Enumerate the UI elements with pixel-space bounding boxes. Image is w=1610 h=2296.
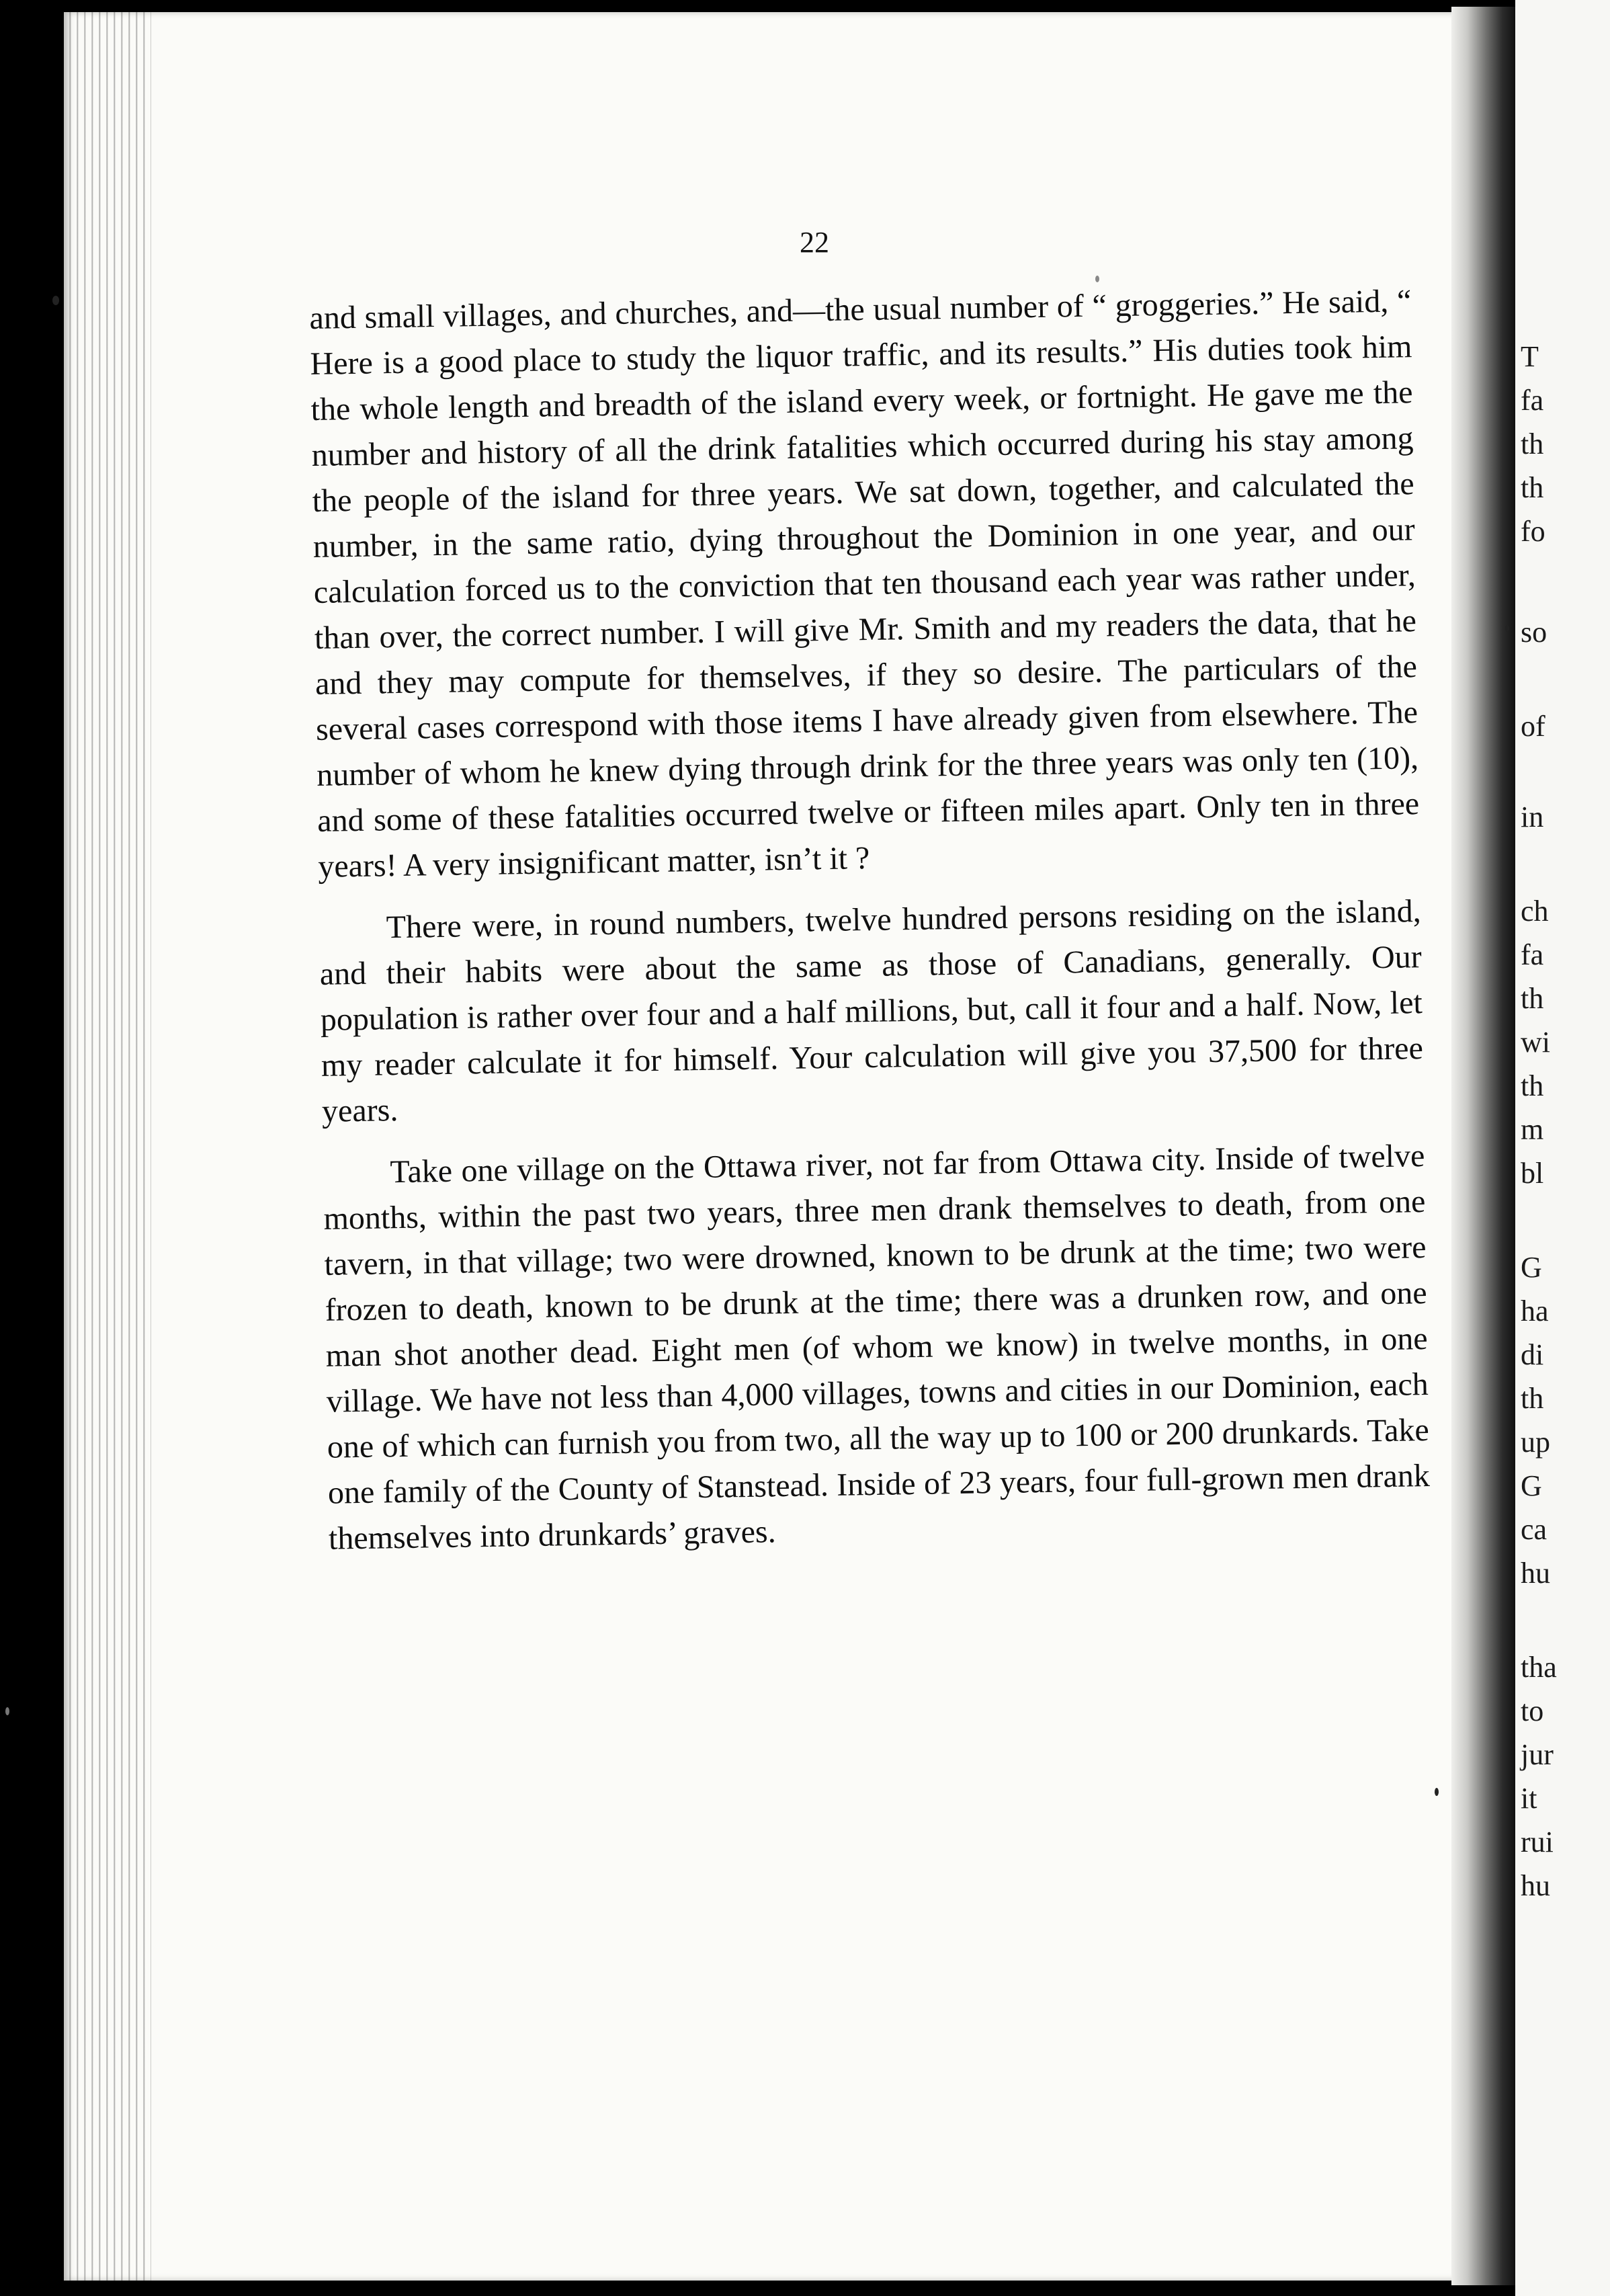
facing-page-line: in xyxy=(1521,801,1544,833)
facing-page-line: so xyxy=(1521,616,1548,649)
facing-page-line: hu xyxy=(1521,1557,1550,1590)
page-body-text xyxy=(309,278,1431,1562)
paragraph-1: and small villages, and churches, and—the usual number of “ groggeries.” He said, “ Here is a good place to study the liquor traffic, and its results.” His duties took him the whole length and breadth of the island every week, or fortnight. He gave me the number and history of all the drink fatalities which occurred during his stay among the people of the island for three years. We sat down, together, and calculated the number, in the same ratio, dying throughout the Dominion in one year, and our calculation forced us to the conviction that ten thousand each year was rather under, than over, the correct number. I will give Mr. Smith and my readers the data, that he and they may compute for themselves, if they so desire. The particulars of the several cases correspond with those items I have already given from elsewhere. The number of whom he knew dying through drink for the three years was only ten (10), and some of these fatalities occurred twelve or fifteen miles apart. Only ten in three years! A very insignificant matter, isn’t it ? xyxy=(309,283,1420,885)
facing-page-line: G xyxy=(1521,1469,1542,1502)
facing-page-line: th xyxy=(1521,982,1544,1015)
facing-page-line: fo xyxy=(1521,515,1545,548)
facing-page-line: of xyxy=(1521,710,1545,743)
facing-page-line: jur xyxy=(1521,1738,1554,1771)
paragraph-2: There were, in round numbers, twelve hundred persons residing on the island, and their habits were about the same as those of Canadians, generally. Our population is rather over four and a half millions, but, call it four and a half. Now, let my reader calculate it for himself. Your calculation will give you 37,500 for three years. xyxy=(319,893,1424,1129)
facing-page-line: fa xyxy=(1521,384,1544,417)
ink-speck xyxy=(52,296,59,305)
page-edge-lines xyxy=(64,12,151,2281)
facing-page-line: wi xyxy=(1521,1026,1550,1059)
facing-page-line: di xyxy=(1521,1338,1544,1371)
book-gutter-shadow xyxy=(1451,7,1515,2285)
facing-page-line: up xyxy=(1521,1426,1550,1459)
page-number: 22 xyxy=(800,226,829,259)
facing-page-line: fa xyxy=(1521,938,1544,971)
facing-page-line: th xyxy=(1521,471,1544,504)
facing-page-line: ca xyxy=(1521,1513,1548,1546)
facing-page-line: T xyxy=(1521,340,1539,373)
paragraph-3: Take one village on the Ottawa river, not far from Ottawa city. Inside of twelve months, within the past two years, three men drank themselves to death, from one tavern, in that village; two were drowned, known to be drunk at the time; two were frozen to death, known to be drunk at the time; there was a drunken row, and one man shot another dead. Eight men (of whom we know) in twelve months, in one village. We have not less than 4,000 villages, towns and cities in our Dominion, each one of which can furnish you from two, all the way up to 100 or 200 drunkards. Take one family of the County of Stanstead. Inside of 23 years, four full-grown men drank themselves into drunkards’ graves. xyxy=(323,1138,1431,1557)
facing-page-line: to xyxy=(1521,1694,1544,1727)
facing-page-line: bl xyxy=(1521,1157,1544,1190)
ink-speck xyxy=(1095,276,1099,282)
ink-speck xyxy=(1505,625,1509,632)
facing-page-line: th xyxy=(1521,427,1544,460)
facing-page-line: G xyxy=(1521,1251,1542,1284)
book-page-right-fragment xyxy=(1515,0,1610,2296)
ink-speck xyxy=(1435,1788,1439,1796)
facing-page-line: hu xyxy=(1521,1869,1550,1902)
facing-page-line: rui xyxy=(1521,1826,1554,1858)
facing-page-line: ha xyxy=(1521,1295,1549,1327)
facing-page-line: tha xyxy=(1521,1651,1557,1684)
ink-speck xyxy=(5,1707,9,1715)
facing-page-line: m xyxy=(1521,1113,1544,1146)
facing-page-line: th xyxy=(1521,1069,1544,1102)
facing-page-line: ch xyxy=(1521,895,1549,928)
facing-page-line: th xyxy=(1521,1382,1544,1415)
facing-page-line: it xyxy=(1521,1782,1537,1815)
